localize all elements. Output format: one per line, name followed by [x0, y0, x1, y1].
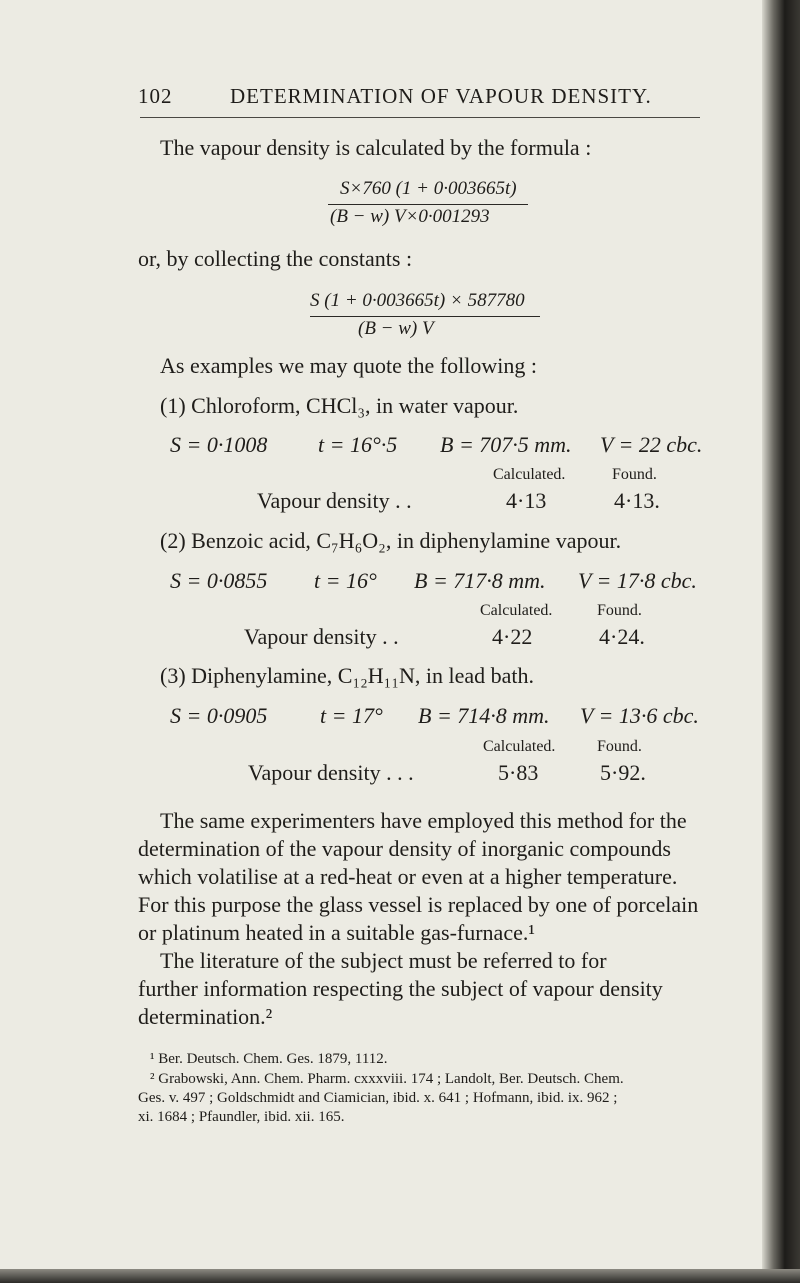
example1-found-head: Found. — [612, 466, 657, 483]
example3-calculated-head: Calculated. — [483, 738, 556, 755]
formula1-fraction-bar — [328, 204, 528, 205]
example3-found: 5·92. — [600, 760, 646, 785]
examples-intro: As examples we may quote the following : — [160, 353, 537, 378]
example3-found-head: Found. — [597, 738, 642, 755]
collecting-text: or, by collecting the constants : — [138, 246, 413, 271]
body-line: determination.² — [138, 1004, 273, 1029]
example3-S: S = 0·0905 — [170, 703, 268, 728]
example1-V: V = 22 cbc. — [600, 432, 703, 457]
running-title: DETERMINATION OF VAPOUR DENSITY. — [230, 84, 652, 108]
footnote-2: ² Grabowski, Ann. Chem. Pharm. cxxxviii. 174 ; Landolt, Ber. Deutsch. Chem. — [150, 1071, 624, 1087]
formula1-numerator: S×760 (1 + 0·003665t) — [340, 178, 517, 199]
example1-calculated: 4·13 — [506, 488, 547, 513]
intro-text: The vapour density is calculated by the formula : — [160, 135, 592, 160]
example1-title: (1) Chloroform, CHCl₃, in water vapour. — [160, 393, 519, 418]
example1-B: B = 707·5 mm. — [440, 432, 572, 457]
formula2-numerator: S (1 + 0·003665t) × 587780 — [310, 290, 525, 311]
example2-V: V = 17·8 cbc. — [578, 568, 697, 593]
example2-row-label: Vapour density . . — [244, 624, 399, 649]
example1-calculated-head: Calculated. — [493, 466, 566, 483]
formula2-fraction-bar — [310, 316, 540, 317]
example2-calculated-head: Calculated. — [480, 602, 553, 619]
example2-found: 4·24. — [599, 624, 645, 649]
footnote-2-cont: xi. 1684 ; Pfaundler, ibid. xii. 165. — [138, 1109, 345, 1125]
footnote-2-cont: Ges. v. 497 ; Goldschmidt and Ciamician, ibid. x. 641 ; Hofmann, ibid. ix. 962 ; — [138, 1090, 618, 1106]
example3-t: t = 17° — [320, 703, 383, 728]
formula2-denominator: (B − w) V — [358, 318, 434, 339]
example1-S: S = 0·1008 — [170, 432, 268, 457]
body-line: For this purpose the glass vessel is replaced by one of porcelain — [138, 892, 699, 917]
page-bottom-edge — [0, 1269, 800, 1283]
example2-calculated: 4·22 — [492, 624, 533, 649]
body-line: or platinum heated in a suitable gas-furnace.¹ — [138, 920, 535, 945]
example2-S: S = 0·0855 — [170, 568, 268, 593]
formula1-denominator: (B − w) V×0·001293 — [330, 206, 490, 227]
example2-t: t = 16° — [314, 568, 377, 593]
header-rule — [140, 117, 700, 118]
body-line: The literature of the subject must be referred to for — [160, 948, 607, 973]
example2-found-head: Found. — [597, 602, 642, 619]
body-line: which volatilise at a red-heat or even at a higher temperature. — [138, 864, 678, 889]
example3-title: (3) Diphenylamine, C₁₂H₁₁N, in lead bath. — [160, 663, 535, 688]
body-line: The same experimenters have employed this method for the — [160, 808, 687, 833]
example2-title: (2) Benzoic acid, C₇H₆O₂, in diphenylamine vapour. — [160, 528, 622, 553]
footnote-1: ¹ Ber. Deutsch. Chem. Ges. 1879, 1112. — [150, 1051, 388, 1067]
body-line: determination of the vapour density of inorganic compounds — [138, 836, 671, 861]
example3-B: B = 714·8 mm. — [418, 703, 550, 728]
example3-V: V = 13·6 cbc. — [580, 703, 699, 728]
example2-B: B = 717·8 mm. — [414, 568, 546, 593]
book-spine-shadow — [762, 0, 800, 1283]
example1-t: t = 16°·5 — [318, 432, 398, 457]
body-line: further information respecting the subject of vapour density — [138, 976, 663, 1001]
page-number: 102 — [138, 84, 173, 108]
example1-found: 4·13. — [614, 488, 660, 513]
example3-calculated: 5·83 — [498, 760, 539, 785]
example1-row-label: Vapour density . . — [257, 488, 412, 513]
example3-row-label: Vapour density . . . — [248, 760, 414, 785]
